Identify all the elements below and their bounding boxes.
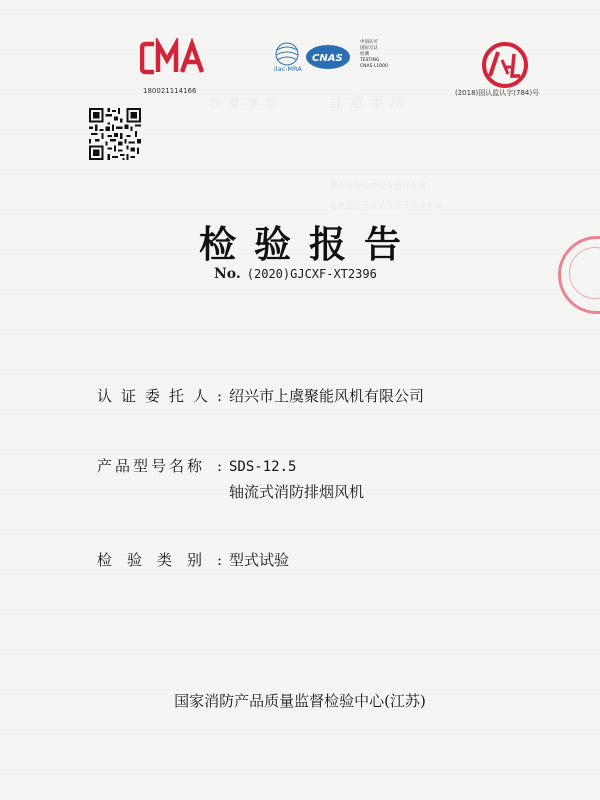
bleed-through-text: 注意事项 [330,95,410,111]
ilac-cnas-mark-icon [272,40,352,74]
client-label: 认证委托人 [97,387,218,405]
issuer-name: 国家消防产品质量监督检验中心(江苏) [174,692,426,710]
report-title: 检验报告 [199,222,419,266]
model-row [97,455,296,476]
svg-text:CNAS: CNAS [312,53,343,64]
report-number-label: No. [214,266,241,282]
report-number [214,266,377,282]
model-name-value: 轴流式消防排烟风机 [229,483,365,501]
cma-logo [140,38,208,78]
model-label: 产品型号名称 [97,457,206,475]
field-colon: : [217,551,223,569]
cal-caption: (2018)国认监认字(784)号 [455,89,540,97]
bleed-through-text: 注意事项 [210,96,283,110]
ilac-cnas-logo [272,40,352,74]
category-value: 型式试验 [229,551,290,569]
field-colon: : [217,387,223,405]
report-number-value: (2020)GJCXF-XT2396 [246,267,377,281]
cma-mark-icon [140,38,208,78]
bleed-through-text: 报告无检验单位专用章无效 [330,181,426,190]
cma-license-number: 180021114166 [143,87,197,95]
bleed-through-text: 复制报告未重新加盖专用章无效 [330,201,442,210]
model-value: SDS-12.5 [229,459,297,475]
field-colon: : [217,457,223,475]
category-row [97,549,289,570]
qr-code-icon [89,108,141,160]
cnas-side-text: 中国认可 国际互认 检测 TESTING CNAS L1000 [360,40,388,69]
cal-logo [478,40,532,90]
client-value: 绍兴市上虞聚能风机有限公司 [229,387,425,405]
cal-mark-icon [478,40,532,90]
category-label: 检验类别 [97,551,218,569]
client-row [97,385,424,406]
svg-text:ilac-MRA: ilac-MRA [274,65,302,73]
